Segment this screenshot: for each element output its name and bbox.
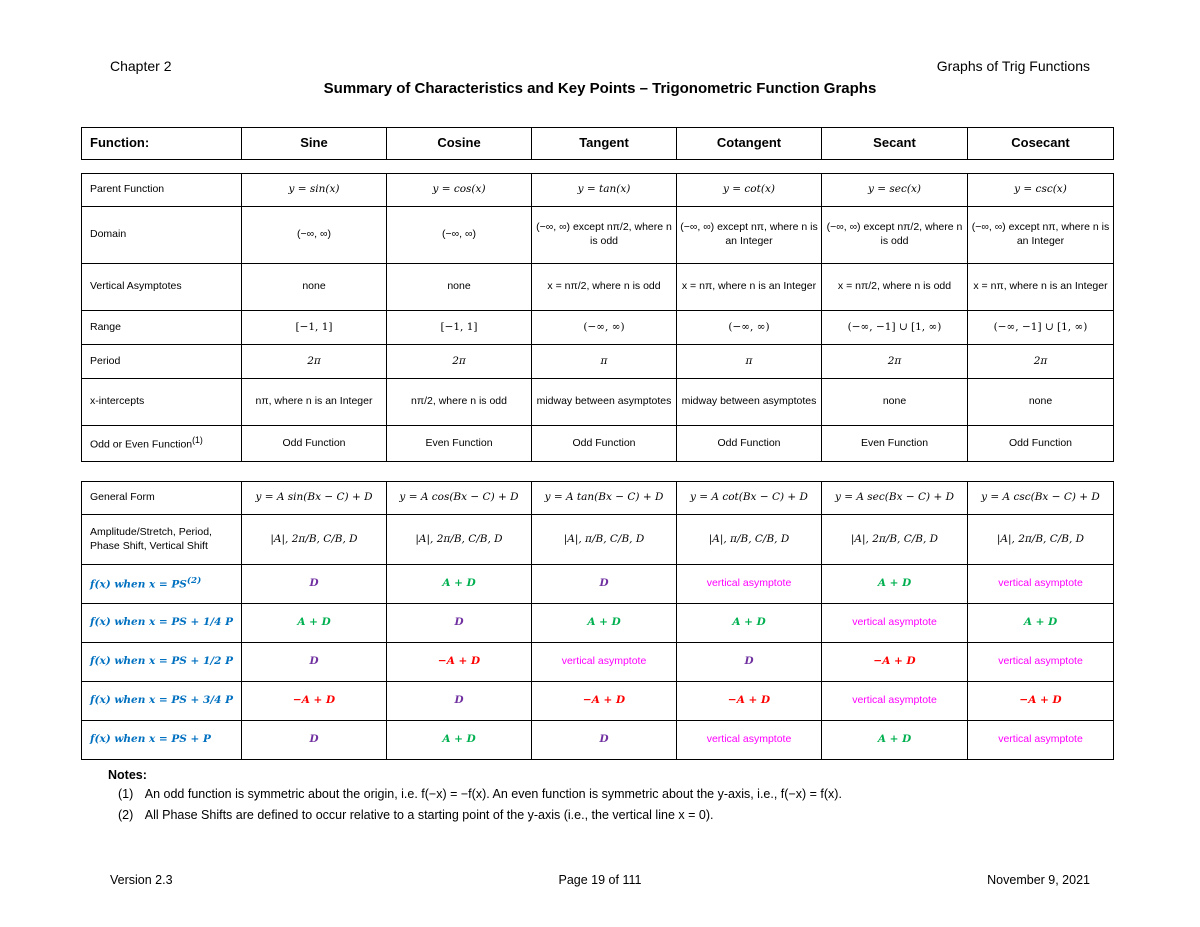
footnote-ref: (1) xyxy=(192,434,203,445)
key-point-cell: A + D xyxy=(242,604,387,643)
cell: 2π xyxy=(242,345,387,379)
chapter-label: Chapter 2 xyxy=(110,58,172,74)
characteristics-table xyxy=(81,173,1114,462)
cell: x = nπ/2, where n is odd xyxy=(822,264,968,311)
cell: π xyxy=(532,345,677,379)
key-point-cell: D xyxy=(242,643,387,682)
row-label: x-intercepts xyxy=(82,379,242,426)
table-row xyxy=(82,721,1114,760)
cell: Odd Function xyxy=(242,426,387,462)
column-sine: Sine xyxy=(242,128,387,160)
key-point-cell: A + D xyxy=(822,721,968,760)
cell: y = A sec(Bx − C) + D xyxy=(822,482,968,515)
key-point-cell: A + D xyxy=(387,565,532,604)
row-label: Parent Function xyxy=(82,174,242,207)
cell: (−∞, ∞) xyxy=(532,311,677,345)
table-row xyxy=(82,264,1114,311)
key-point-cell: −A + D xyxy=(242,682,387,721)
column-secant: Secant xyxy=(822,128,968,160)
table-row xyxy=(82,174,1114,207)
key-point-cell: −A + D xyxy=(532,682,677,721)
cell: Odd Function xyxy=(677,426,822,462)
cell: nπ, where n is an Integer xyxy=(242,379,387,426)
row-label: Amplitude/Stretch, Period, Phase Shift, Vertical Shift xyxy=(82,515,242,565)
cell: none xyxy=(387,264,532,311)
row-label: f(x) when $x = PS^{(2)}$ xyxy=(82,565,242,604)
table-row xyxy=(82,515,1114,565)
footnote-ref: (2) xyxy=(186,575,202,586)
key-point-cell: vertical asymptote xyxy=(968,565,1114,604)
table-row xyxy=(82,207,1114,264)
function-header-table xyxy=(81,127,1114,160)
table-row xyxy=(82,379,1114,426)
cell: y = A csc(Bx − C) + D xyxy=(968,482,1114,515)
cell: |A|, π/B, C/B, D xyxy=(532,515,677,565)
footer-page: Page 19 of 111 xyxy=(558,873,642,887)
key-point-cell: D xyxy=(242,565,387,604)
cell: y = tan(x) xyxy=(532,174,677,207)
key-point-cell: vertical asymptote xyxy=(822,604,968,643)
cell: |A|, 2π/B, C/B, D xyxy=(968,515,1114,565)
cell: Odd Function xyxy=(968,426,1114,462)
cell: (−∞, ∞) xyxy=(677,311,822,345)
cell: (−∞, ∞) except nπ/2, where n is odd xyxy=(532,207,677,264)
key-point-cell: −A + D xyxy=(968,682,1114,721)
row-label: f(x) when x = PS + 1/4 P xyxy=(82,604,242,643)
cell: 2π xyxy=(968,345,1114,379)
cell: y = A tan(Bx − C) + D xyxy=(532,482,677,515)
key-point-cell: vertical asymptote xyxy=(822,682,968,721)
column-tangent: Tangent xyxy=(532,128,677,160)
key-point-cell: D xyxy=(387,682,532,721)
table-row xyxy=(82,482,1114,515)
key-point-cell: vertical asymptote xyxy=(968,643,1114,682)
cell: y = csc(x) xyxy=(968,174,1114,207)
cell: midway between asymptotes xyxy=(677,379,822,426)
cell: y = cos(x) xyxy=(387,174,532,207)
key-point-cell: A + D xyxy=(822,565,968,604)
cell: x = nπ, where n is an Integer xyxy=(677,264,822,311)
cell: Even Function xyxy=(822,426,968,462)
key-point-cell: A + D xyxy=(677,604,822,643)
page-title: Summary of Characteristics and Key Points – Trigonometric Function Graphs xyxy=(323,80,877,97)
cell: y = A sin(Bx − C) + D xyxy=(242,482,387,515)
transformations-table xyxy=(81,481,1114,760)
cell: |A|, 2π/B, C/B, D xyxy=(242,515,387,565)
table-row xyxy=(82,682,1114,721)
cell: [−1, 1] xyxy=(242,311,387,345)
key-point-cell: −A + D xyxy=(822,643,968,682)
key-point-cell: D xyxy=(242,721,387,760)
row-label: General Form xyxy=(82,482,242,515)
table-row xyxy=(82,565,1114,604)
cell: π xyxy=(677,345,822,379)
column-cotangent: Cotangent xyxy=(677,128,822,160)
note-number: (1) xyxy=(118,787,134,801)
cell: |A|, 2π/B, C/B, D xyxy=(822,515,968,565)
key-point-cell: D xyxy=(387,604,532,643)
key-point-cell: vertical asymptote xyxy=(968,721,1114,760)
key-point-cell: A + D xyxy=(387,721,532,760)
column-cosine: Cosine xyxy=(387,128,532,160)
key-point-cell: −A + D xyxy=(387,643,532,682)
cell: |A|, π/B, C/B, D xyxy=(677,515,822,565)
note-text: An odd function is symmetric about the origin, i.e. f(−x) = −f(x). An even function is symmetric about the y-axis, i.e., f(−x) = f(x). xyxy=(144,787,842,801)
note-number: (2) xyxy=(118,808,134,822)
key-point-cell: A + D xyxy=(532,604,677,643)
note-item xyxy=(118,808,713,822)
note-text: All Phase Shifts are defined to occur relative to a starting point of the y-axis (i.e., the vertical line x = 0). xyxy=(144,808,714,822)
key-point-cell: vertical asymptote xyxy=(677,565,822,604)
notes-section xyxy=(108,768,842,822)
footer-date: November 9, 2021 xyxy=(987,873,1090,887)
row-label: Period xyxy=(82,345,242,379)
topic-label: Graphs of Trig Functions xyxy=(936,58,1090,74)
cell: 2π xyxy=(822,345,968,379)
column-cosecant: Cosecant xyxy=(968,128,1114,160)
cell: Even Function xyxy=(387,426,532,462)
key-point-cell: A + D xyxy=(968,604,1114,643)
table-row xyxy=(82,426,1114,462)
cell: midway between asymptotes xyxy=(532,379,677,426)
key-point-cell: D xyxy=(532,721,677,760)
table-row xyxy=(82,604,1114,643)
table-row xyxy=(82,345,1114,379)
row-label: Domain xyxy=(82,207,242,264)
cell: none xyxy=(968,379,1114,426)
cell: (−∞, ∞) except nπ, where n is an Integer xyxy=(968,207,1114,264)
cell: (−∞, ∞) xyxy=(387,207,532,264)
cell: y = sec(x) xyxy=(822,174,968,207)
row-label: f(x) when x = PS + P xyxy=(82,721,242,760)
cell: y = A cot(Bx − C) + D xyxy=(677,482,822,515)
cell: none xyxy=(242,264,387,311)
cell: (−∞, ∞) except nπ, where n is an Integer xyxy=(677,207,822,264)
row-label: f(x) when x = PS + 1/2 P xyxy=(82,643,242,682)
cell: none xyxy=(822,379,968,426)
row-label: Odd or Even Function$^{(1)}$ xyxy=(82,426,242,462)
cell: 2π xyxy=(387,345,532,379)
cell: nπ/2, where n is odd xyxy=(387,379,532,426)
cell: y = A cos(Bx − C) + D xyxy=(387,482,532,515)
table-row xyxy=(82,311,1114,345)
cell: [−1, 1] xyxy=(387,311,532,345)
cell: Odd Function xyxy=(532,426,677,462)
key-point-cell: D xyxy=(532,565,677,604)
cell: y = sin(x) xyxy=(242,174,387,207)
row-label: f(x) when x = PS + 3/4 P xyxy=(82,682,242,721)
cell: y = cot(x) xyxy=(677,174,822,207)
function-header-row xyxy=(82,128,1114,160)
cell: x = nπ/2, where n is odd xyxy=(532,264,677,311)
table-row xyxy=(82,643,1114,682)
function-label: Function: xyxy=(82,128,242,160)
cell: (−∞, −1] ∪ [1, ∞) xyxy=(968,311,1114,345)
cell: x = nπ, where n is an Integer xyxy=(968,264,1114,311)
cell: (−∞, ∞) except nπ/2, where n is odd xyxy=(822,207,968,264)
row-label: Range xyxy=(82,311,242,345)
row-label: Vertical Asymptotes xyxy=(82,264,242,311)
cell: |A|, 2π/B, C/B, D xyxy=(387,515,532,565)
key-point-cell: −A + D xyxy=(677,682,822,721)
footer-version: Version 2.3 xyxy=(110,873,173,887)
cell: (−∞, −1] ∪ [1, ∞) xyxy=(822,311,968,345)
key-point-cell: vertical asymptote xyxy=(532,643,677,682)
cell: (−∞, ∞) xyxy=(242,207,387,264)
key-point-cell: vertical asymptote xyxy=(677,721,822,760)
notes-title: Notes: xyxy=(108,768,147,782)
key-point-cell: D xyxy=(677,643,822,682)
note-item xyxy=(118,787,842,801)
